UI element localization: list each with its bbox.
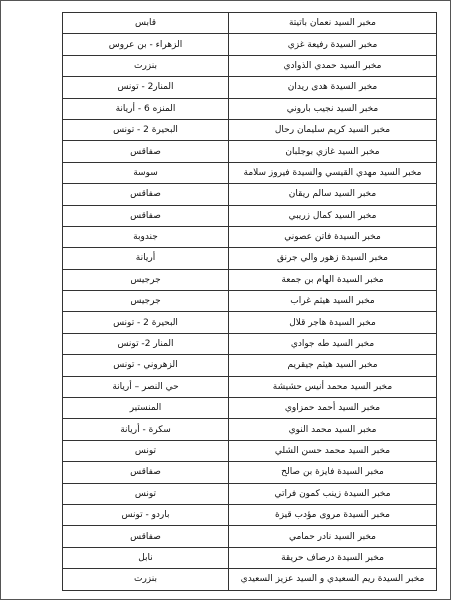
table-row <box>63 569 437 590</box>
lab-city-cell: نابل <box>63 547 229 568</box>
table-row <box>63 440 437 461</box>
lab-name-cell: مخبر السيدة رفيعة غزي <box>229 34 437 55</box>
lab-name-cell: مخبر السيد نجيب باروني <box>229 98 437 119</box>
lab-name-cell: مخبر السيدة ريم السعيدي و السيد عزيز السعيدي <box>229 569 437 590</box>
table-row <box>63 248 437 269</box>
table-row <box>63 184 437 205</box>
table-row <box>63 419 437 440</box>
table-row <box>63 462 437 483</box>
lab-name-cell: مخبر السيدة الهام بن جمعة <box>229 269 437 290</box>
lab-name-cell: مخبر السيد سالم ريقان <box>229 184 437 205</box>
table-row <box>63 333 437 354</box>
lab-name-cell: مخبر السيد طه جوادي <box>229 333 437 354</box>
table-row <box>63 98 437 119</box>
table-row <box>63 13 437 34</box>
table-row <box>63 34 437 55</box>
lab-city-cell: صفاقس <box>63 205 229 226</box>
lab-city-cell: المنزه 6 - أريانة <box>63 98 229 119</box>
lab-name-cell: مخبر السيد كريم سليمان رحال <box>229 119 437 140</box>
lab-name-cell: مخبر السيد نادر حمامي <box>229 526 437 547</box>
table-row <box>63 526 437 547</box>
lab-city-cell: تونس <box>63 483 229 504</box>
lab-city-cell: حي النصر – أريانة <box>63 376 229 397</box>
lab-name-cell: مخبر السيد غازي بوجلبان <box>229 141 437 162</box>
lab-city-cell: صفاقس <box>63 141 229 162</box>
lab-city-cell: الزهراء - بن عروس <box>63 34 229 55</box>
lab-city-cell: البحيرة 2 - تونس <box>63 312 229 333</box>
lab-name-cell: مخبر السيدة زينب كمون فراتي <box>229 483 437 504</box>
table-row <box>63 205 437 226</box>
table-row <box>63 504 437 525</box>
table-row <box>63 77 437 98</box>
lab-name-cell: مخبر السيدة مروى مؤدب قيزة <box>229 504 437 525</box>
lab-city-cell: جرجيس <box>63 291 229 312</box>
lab-city-cell: صفاقس <box>63 462 229 483</box>
lab-city-cell: سوسة <box>63 162 229 183</box>
lab-city-cell: البحيرة 2 - تونس <box>63 119 229 140</box>
table-row <box>63 269 437 290</box>
lab-city-cell: المنار2 - تونس <box>63 77 229 98</box>
lab-name-cell: مخبر السيدة زهور والي جرنق <box>229 248 437 269</box>
lab-city-cell: بنزرت <box>63 569 229 590</box>
lab-city-cell: صفاقس <box>63 184 229 205</box>
lab-city-cell: جندوبة <box>63 226 229 247</box>
lab-city-cell: تونس <box>63 440 229 461</box>
table-row <box>63 312 437 333</box>
lab-name-cell: مخبر السيد محمد النوي <box>229 419 437 440</box>
lab-name-cell: مخبر السيد حمدي الذوادي <box>229 55 437 76</box>
table-row <box>63 355 437 376</box>
table-row <box>63 55 437 76</box>
table-row <box>63 398 437 419</box>
lab-name-cell: مخبر السيد نعمان باتيتة <box>229 13 437 34</box>
lab-city-cell: أريانة <box>63 248 229 269</box>
laboratory-table <box>62 12 437 591</box>
lab-city-cell: المنار 2- تونس <box>63 333 229 354</box>
lab-name-cell: مخبر السيدة فايزة بن صالح <box>229 462 437 483</box>
lab-city-cell: باردو - تونس <box>63 504 229 525</box>
lab-name-cell: مخبر السيد أحمد حمزاوي <box>229 398 437 419</box>
laboratory-table-body <box>63 13 437 591</box>
lab-city-cell: الزهروني - تونس <box>63 355 229 376</box>
lab-name-cell: مخبر السيدة درصاف حريقة <box>229 547 437 568</box>
lab-name-cell: مخبر السيد هيثم غراب <box>229 291 437 312</box>
table-row <box>63 547 437 568</box>
lab-city-cell: صفاقس <box>63 526 229 547</box>
table-row <box>63 141 437 162</box>
lab-city-cell: بنزرت <box>63 55 229 76</box>
lab-name-cell: مخبر السيد محمد حسن الشلي <box>229 440 437 461</box>
lab-name-cell: مخبر السيد كمال زريبي <box>229 205 437 226</box>
lab-name-cell: مخبر السيد مهدي القيسي والسيدة فيروز سلامة <box>229 162 437 183</box>
lab-name-cell: مخبر السيدة هدى ريدان <box>229 77 437 98</box>
table-row <box>63 483 437 504</box>
lab-name-cell: مخبر السيدة هاجر قلال <box>229 312 437 333</box>
table-row <box>63 226 437 247</box>
lab-name-cell: مخبر السيد محمد أنيس حشيشة <box>229 376 437 397</box>
lab-city-cell: قابس <box>63 13 229 34</box>
table-row <box>63 119 437 140</box>
lab-city-cell: جرجيس <box>63 269 229 290</box>
lab-name-cell: مخبر السيدة فاتن عصوني <box>229 226 437 247</box>
table-row <box>63 291 437 312</box>
lab-name-cell: مخبر السيد هيثم جيقريم <box>229 355 437 376</box>
lab-city-cell: المنستير <box>63 398 229 419</box>
lab-city-cell: سكرة - أريانة <box>63 419 229 440</box>
table-row <box>63 376 437 397</box>
table-row <box>63 162 437 183</box>
